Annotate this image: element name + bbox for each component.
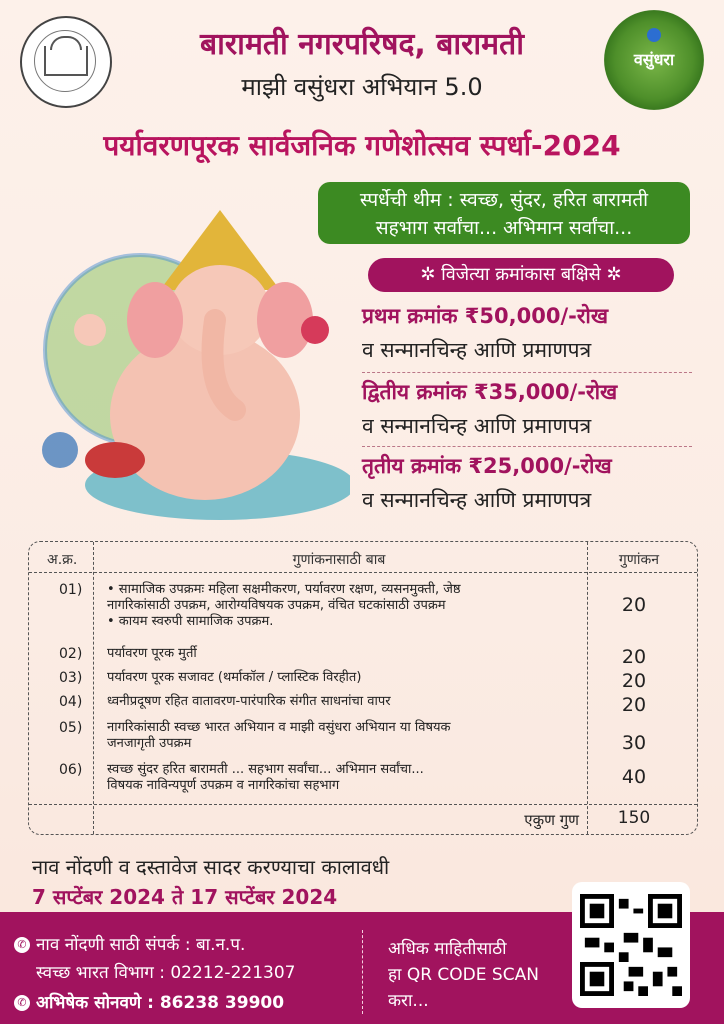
row-line: • कायम स्वरुपी सामाजिक उपक्रम. [107, 614, 274, 629]
row-line: नागरिकांसाठी स्वच्छ भारत अभियान व माझी वसुंधरा अभियान या विषयक [107, 720, 451, 735]
row-score: 20 [621, 594, 647, 616]
row-line: • सामाजिक उपक्रमः महिला सक्षमीकरण, पर्यावरण रक्षण, व्यसनमुक्ती, जेष्ठ [107, 582, 461, 597]
row-line: स्वच्छ सुंदर हरित बारामती ... सहभाग सर्वांचा... अभिमान सर्वांचा... [107, 762, 424, 777]
theme-box [318, 182, 690, 244]
row-number: 01) [59, 582, 83, 598]
header-serial: अ.क्र. [47, 552, 78, 568]
row-description [107, 720, 577, 752]
prize-detail: व सन्मानचिन्ह आणि प्रमाणपत्र [362, 338, 592, 362]
row-line: विषयक नाविन्यपूर्ण उपक्रम व नागरिकांचा सहभाग [107, 778, 340, 793]
phone-icon: ✆ [14, 995, 30, 1011]
row-line: पर्यावरण पूरक मुर्ती [107, 646, 197, 661]
row-line: नागरिकांसाठी उपक्रम, आरोग्यविषयक उपक्रम, वंचित घटकांसाठी उपक्रम [107, 598, 446, 613]
scoring-table [28, 541, 698, 835]
row-line: ध्वनीप्रदूषण रहित वातावरण-पारंपारिक संगीत साधनांचा वापर [107, 694, 391, 709]
theme-line-1: स्पर्धेची थीम : स्वच्छ, सुंदर, हरित बारामती [359, 189, 649, 211]
row-number: 05) [59, 720, 83, 736]
theme-line-2: सहभाग सर्वांचा... अभिमान सर्वांचा... [375, 217, 633, 239]
deadline-dates: 7 सप्टेंबर 2024 ते 17 सप्टेंबर 2024 [32, 885, 338, 909]
row-description [107, 646, 577, 662]
row-description [107, 694, 577, 710]
contact-line-3 [14, 990, 284, 1013]
total-label: एकुण गुण [524, 811, 579, 829]
competition-title: पर्यावरणपूरक सार्वजनिक गणेशोत्सव स्पर्धा-2024 [103, 129, 621, 162]
row-description [107, 582, 577, 630]
row-line: जनजागृती उपक्रम [107, 736, 192, 751]
header-score: गुणांकन [618, 552, 660, 568]
total-value: 150 [617, 808, 651, 828]
prize-detail: व सन्मानचिन्ह आणि प्रमाणपत्र [362, 488, 592, 512]
qr-line-3: करा... [388, 991, 429, 1011]
logo-text: वसुंधरा [633, 50, 675, 69]
row-description [107, 670, 577, 686]
header-criteria: गुणांकनासाठी बाब [292, 552, 386, 568]
contact-text: नाव नोंदणी साठी संपर्क : बा.न.प. [36, 935, 246, 955]
prize-second [362, 378, 692, 440]
municipal-emblem-logo [20, 16, 112, 108]
contact-line-1 [14, 932, 245, 955]
prize-detail: व सन्मानचिन्ह आणि प्रमाणपत्र [362, 414, 592, 438]
qr-code-icon [580, 894, 682, 996]
row-number: 03) [59, 670, 83, 686]
contact-text: अभिषेक सोनवणे : 86238 39900 [36, 993, 285, 1013]
prize-rank: तृतीय क्रमांक ₹25,000/-रोख [362, 454, 612, 478]
table-divider [587, 542, 588, 834]
row-number: 02) [59, 646, 83, 662]
prizes-heading: ✲ विजेत्या क्रमांकास बक्षिसे ✲ [368, 258, 674, 292]
ganesha-illustration [30, 200, 350, 530]
majhi-vasundhara-logo [604, 10, 704, 110]
row-number: 04) [59, 694, 83, 710]
prize-first [362, 302, 692, 364]
row-score: 20 [621, 670, 647, 692]
prize-third [362, 452, 692, 514]
qr-code[interactable] [572, 882, 690, 1008]
qr-line-2: हा QR CODE SCAN [388, 965, 539, 985]
phone-icon: ✆ [14, 937, 30, 953]
row-score: 20 [621, 646, 647, 668]
qr-line-1: अधिक माहितीसाठी [388, 939, 507, 959]
campaign-subtitle: माझी वसुंधरा अभियान 5.0 [241, 73, 483, 101]
contact-line-2: स्वच्छ भारत विभाग : 02212-221307 [36, 963, 296, 983]
prize-rank: प्रथम क्रमांक ₹50,000/-रोख [362, 304, 609, 328]
row-score: 30 [621, 732, 647, 754]
table-divider [29, 572, 697, 573]
row-line: पर्यावरण पूरक सजावट (थर्माकॉल / प्लास्टिक विरहीत) [107, 670, 362, 685]
row-score: 40 [621, 766, 647, 788]
prize-divider [362, 372, 692, 373]
council-title: बारामती नगरपरिषद, बारामती [200, 27, 524, 62]
row-score: 20 [621, 694, 647, 716]
prize-divider [362, 446, 692, 447]
table-divider [29, 804, 697, 805]
deadline-label: नाव नोंदणी व दस्तावेज सादर करण्याचा कालावधी [32, 855, 390, 879]
footer-divider [362, 930, 363, 1014]
prize-rank: द्वितीय क्रमांक ₹35,000/-रोख [362, 380, 618, 404]
row-description [107, 762, 577, 794]
row-number: 06) [59, 762, 83, 778]
